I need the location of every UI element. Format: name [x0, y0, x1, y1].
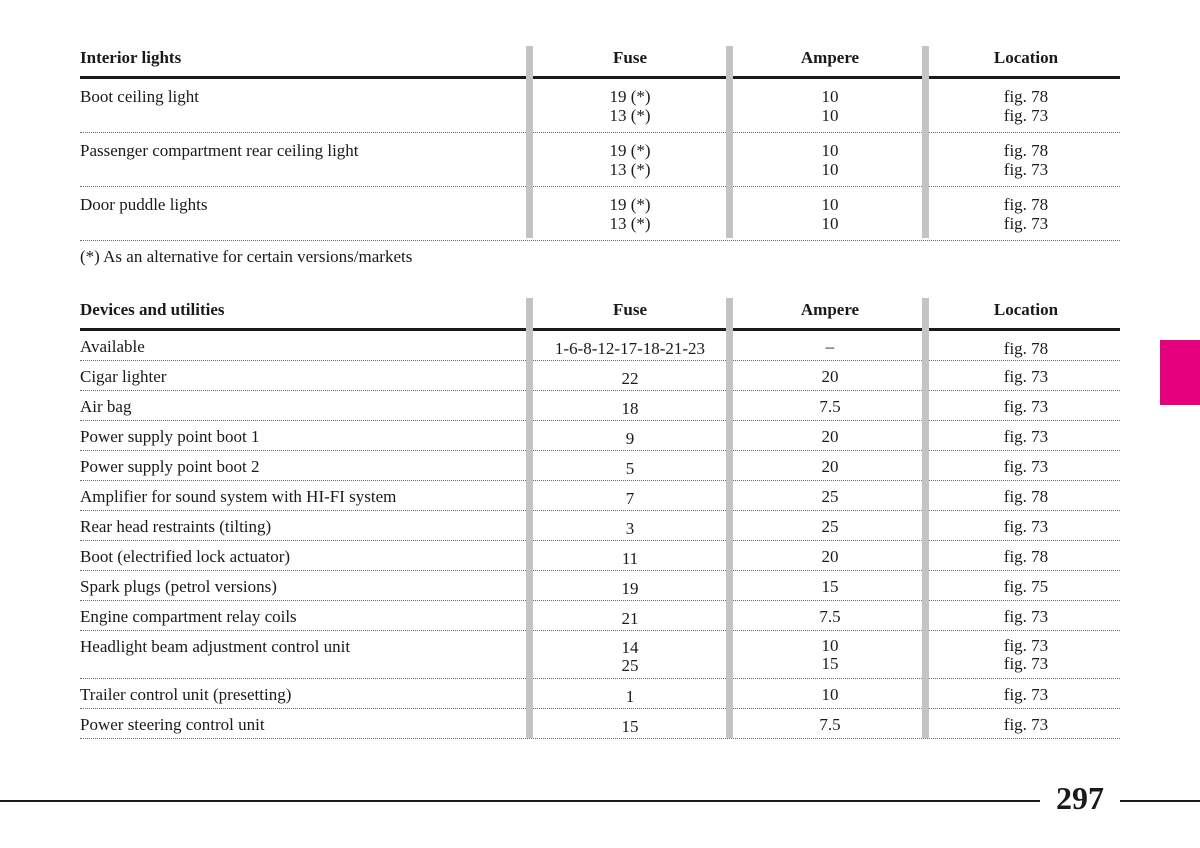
- column-divider: [922, 46, 929, 238]
- row-ampere: 20: [821, 547, 839, 566]
- column-divider: [526, 46, 533, 238]
- row-item: Power supply point boot 2: [80, 457, 260, 476]
- row-ampere: 7.5: [819, 715, 841, 734]
- row-location: fig. 78: [1003, 487, 1049, 506]
- row-ampere: 10 10: [821, 195, 839, 233]
- row-location: fig. 73: [1003, 427, 1049, 446]
- row-ampere: 20: [821, 427, 839, 446]
- table-row: [80, 571, 1120, 601]
- row-location: fig. 73: [1003, 397, 1049, 416]
- row-fuse: 14 25: [621, 638, 639, 675]
- row-fuse: 1-6-8-12-17-18-21-23: [554, 339, 706, 358]
- row-location: fig. 73: [1003, 685, 1049, 704]
- row-ampere: 15: [821, 577, 839, 596]
- row-item: Amplifier for sound system with HI-FI system: [80, 487, 397, 506]
- table-row: [80, 391, 1120, 421]
- row-ampere: 25: [821, 487, 839, 506]
- table-row: [80, 79, 1120, 133]
- column-header-location: Location: [993, 300, 1059, 319]
- row-ampere: 20: [821, 457, 839, 476]
- row-ampere: 7.5: [819, 607, 841, 626]
- table-row: [80, 511, 1120, 541]
- row-item: Trailer control unit (presetting): [80, 685, 292, 704]
- row-fuse: 21: [621, 609, 639, 628]
- row-item: Rear head restraints (tilting): [80, 517, 272, 536]
- column-header-item: Interior lights: [80, 48, 182, 67]
- row-fuse: 3: [625, 519, 635, 538]
- row-location: fig. 78 fig. 73: [1003, 195, 1049, 233]
- column-header-item: Devices and utilities: [80, 300, 225, 319]
- row-ampere: 20: [821, 367, 839, 386]
- row-ampere: 25: [821, 517, 839, 536]
- row-ampere: 7.5: [819, 397, 841, 416]
- row-location: fig. 73: [1003, 607, 1049, 626]
- row-location: fig. 73 fig. 73: [1003, 636, 1049, 673]
- row-item: Available: [80, 337, 145, 356]
- row-ampere: 10 15: [821, 636, 839, 673]
- footer-rule-right: [1120, 800, 1200, 802]
- row-item: Power supply point boot 1: [80, 427, 260, 446]
- row-fuse: 5: [625, 459, 635, 478]
- row-fuse: 19 (*) 13 (*): [609, 141, 651, 179]
- table-row: [80, 631, 1120, 679]
- row-fuse: 15: [621, 717, 639, 736]
- table-row: [80, 679, 1120, 709]
- row-location: fig. 73: [1003, 457, 1049, 476]
- page-number: 297: [1056, 780, 1104, 816]
- table-row: [80, 133, 1120, 187]
- column-header-location: Location: [993, 48, 1059, 67]
- table-row: [80, 421, 1120, 451]
- table-row: [80, 541, 1120, 571]
- row-location: fig. 78 fig. 73: [1003, 87, 1049, 125]
- row-ampere: 10 10: [821, 141, 839, 179]
- column-header-ampere: Ampere: [800, 300, 860, 319]
- row-item: Door puddle lights: [80, 195, 208, 214]
- table-row: [80, 481, 1120, 511]
- row-fuse: 19: [621, 579, 639, 598]
- row-item: Power steering control unit: [80, 715, 265, 734]
- table-row: [80, 361, 1120, 391]
- row-item: Engine compartment relay coils: [80, 607, 297, 626]
- row-location: fig. 78: [1003, 339, 1049, 358]
- row-fuse: 19 (*) 13 (*): [609, 87, 651, 125]
- row-fuse: 9: [625, 429, 635, 448]
- row-ampere: 10: [821, 685, 839, 704]
- interior-lights-table: [80, 46, 1120, 241]
- row-item: Cigar lighter: [80, 367, 167, 386]
- table-row: [80, 331, 1120, 361]
- column-header-ampere: Ampere: [800, 48, 860, 67]
- column-header-fuse: Fuse: [613, 300, 647, 319]
- column-divider: [526, 298, 533, 738]
- table-row: [80, 451, 1120, 481]
- column-divider: [726, 46, 733, 238]
- devices-utilities-table: [80, 298, 1120, 739]
- row-item: Spark plugs (petrol versions): [80, 577, 277, 596]
- footer-rule-left: [0, 800, 1040, 802]
- row-fuse: 18: [621, 399, 639, 418]
- row-location: fig. 75: [1003, 577, 1049, 596]
- table-row: [80, 187, 1120, 241]
- footnote: (*) As an alternative for certain versions/markets: [80, 247, 413, 266]
- table-row: [80, 709, 1120, 739]
- row-location: fig. 73: [1003, 715, 1049, 734]
- row-fuse: 11: [621, 549, 639, 568]
- row-location: fig. 73: [1003, 367, 1049, 386]
- row-item: Passenger compartment rear ceiling light: [80, 141, 359, 160]
- column-divider: [726, 298, 733, 738]
- table-header: [80, 298, 1120, 331]
- row-item: Boot ceiling light: [80, 87, 199, 106]
- column-header-fuse: Fuse: [613, 48, 647, 67]
- table-header: [80, 46, 1120, 79]
- row-ampere: 10 10: [821, 87, 839, 125]
- row-fuse: 22: [621, 369, 639, 388]
- row-fuse: 1: [625, 687, 635, 706]
- section-tab-marker: [1160, 340, 1200, 405]
- row-fuse: 7: [625, 489, 635, 508]
- row-fuse: 19 (*) 13 (*): [609, 195, 651, 233]
- row-item: Air bag: [80, 397, 132, 416]
- row-location: fig. 78 fig. 73: [1003, 141, 1049, 179]
- row-ampere: –: [825, 337, 835, 356]
- row-item: Headlight beam adjustment control unit: [80, 637, 351, 656]
- column-divider: [922, 298, 929, 738]
- row-item: Boot (electrified lock actuator): [80, 547, 291, 566]
- row-location: fig. 78: [1003, 547, 1049, 566]
- table-row: [80, 601, 1120, 631]
- row-location: fig. 73: [1003, 517, 1049, 536]
